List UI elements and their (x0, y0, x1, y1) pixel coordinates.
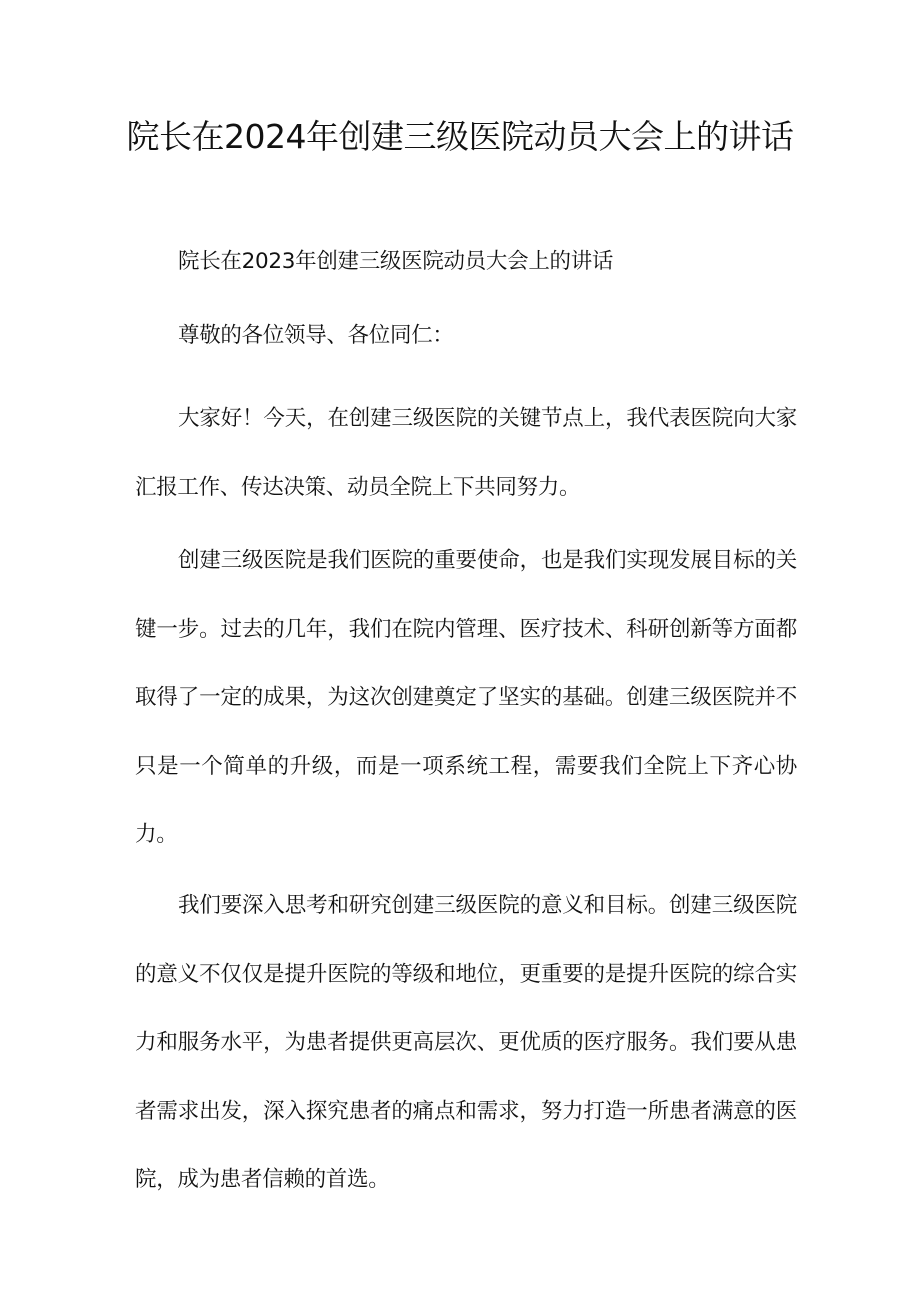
document-subtitle: 院长在2023年创建三级医院动员大会上的讲话 (178, 249, 614, 274)
paragraph-greeting: 大家好！今天，在创建三级医院的关键节点上，我代表医院向大家汇报工作、传达决策、动员全院上下共同努力。 (135, 406, 797, 500)
paragraph-body: 我们要深入思考和研究创建三级医院的意义和目标。创建三级医院的意义不仅仅是提升医院的等级和地位，更重要的是提升医院的综合实力和服务水平，为患者提供更高层次、更优质的医疗服务。我们要从患者需求出发，深入探究患者的痛点和需求，努力打造一所患者满意的医院，成为患者信赖的首选。 (135, 893, 797, 1192)
paragraph-body: 创建三级医院是我们医院的重要使命，也是我们实现发展目标的关键一步。过去的几年，我们在院内管理、医疗技术、科研创新等方面都取得了一定的成果，为这次创建奠定了坚实的基础。创建三级医院并不只是一个简单的升级，而是一项系统工程，需要我们全院上下齐心协力。 (135, 548, 797, 847)
salutation: 尊敬的各位领导、各位同仁： (178, 323, 454, 348)
document-title: 院长在2024年创建三级医院动员大会上的讲话 (126, 117, 794, 156)
